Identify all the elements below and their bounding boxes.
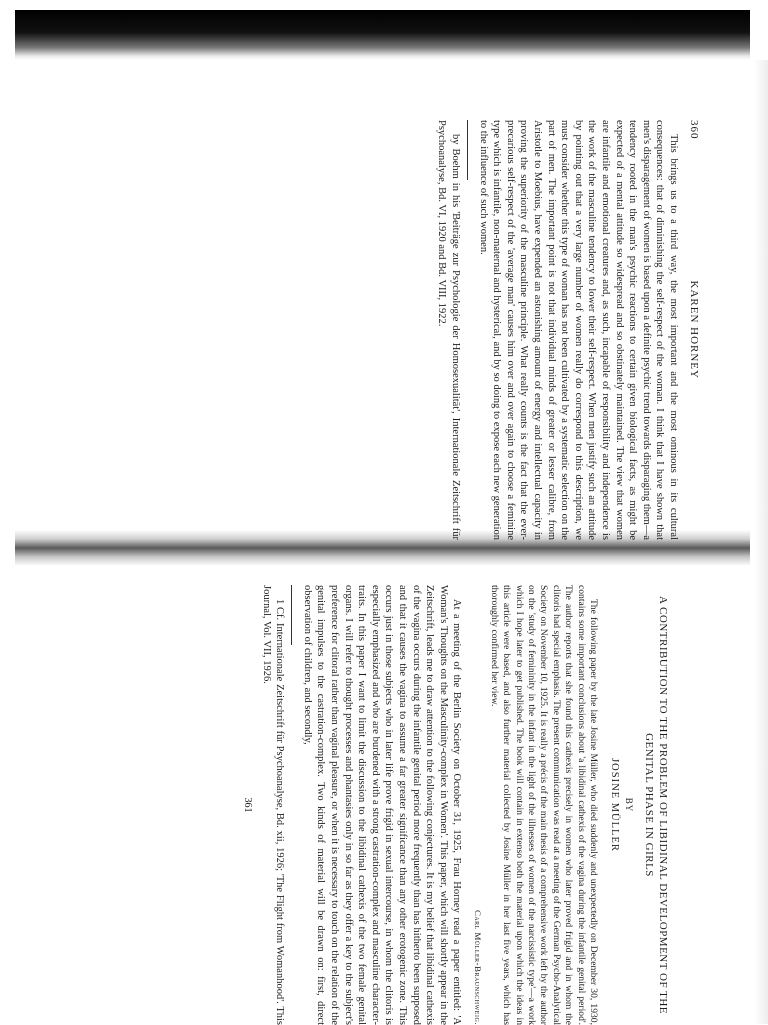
page-number: 360 <box>688 120 700 140</box>
footnote: by Boehm in his 'Beiträge zur Psychologie der Homosexualität', Internationale Zeitschrift für Psychoanalyse, Bd. VI, 1920 and Bd. VIII, 1922. <box>436 120 462 540</box>
running-head-author: KAREN HORNEY <box>688 280 700 379</box>
editor-signature: Carl Müller-Braunschweig. <box>473 909 484 1025</box>
footnote: 1 Cf. Internationale Zeitschrift für Psychoanalyse, Bd. xii, 1926; 'The Flight from Womanhood'. This Journal, Vol. VII, 1926. <box>260 585 286 1025</box>
article-body <box>300 585 463 1025</box>
body-paragraph: This brings us to a third way, the most important and the most ominous in its cultural consequences: that of diminishing the self-respect of the woman. I think that I have shown that men's disparagement of women is based upon a definite psychic trend towards disparaging them—a tendency rooted in the man's psychic reactions to certain given biological facts, as might be expected of a mental attitude so widespread and so obstinately maintained. The view that women are infantile and emotional creatures and, as such, incapable of responsibility and independence is the work of the masculine tendency to lower their self-respect. When men justify such an attitude by pointing out that a very large number of women really do correspond to this description, we must consider whether this type of woman has not been cultivated by a systematic selection on the part of men. The important point is not that individual minds of greater or lesser calibre, from Aristotle to Moebius, have expended an astonishing amount of energy and intellectual capacity in proving the superiority of the masculine principle. What really counts is the fact that the ever-precarious self-respect of the 'average man' causes him over and over again to choose a feminine type which is infantile, non-maternal and hysterical, and by so doing to expose each new generation to the influence of such women. <box>477 120 679 540</box>
byline-by: BY <box>624 797 634 813</box>
scanner-shadow-top <box>15 10 750 60</box>
editor-introduction <box>487 585 599 1025</box>
page-edge <box>754 60 768 1024</box>
body-paragraph: At a meeting of the Berlin Society on October 31, 1925, Frau Horney read a paper entitled: 'A Woman's Thoughts on the Masculinity-complex in Women'. This paper, which will shortly appear in the Zeitschrift, leads me to draw attention to the following conjectures. It is my belief that libidinal cathexis of the vagina occurs during the infantile genital period more frequently than has hitherto been supposed and that it causes the vagina to assume a far greater significance than any other erotogenic zone. This occurs just in those subjects who in later life prove frigid in sexual intercourse, in whom the clitoris is especially emphasized and who are burdened with a strong castration-complex and masculine character-traits. In this paper I want to limit the discussion to the libidinal cathexis of the two female genital organs. I will refer to thought processes and phantasies only in so far as they offer a key to the subject's preference for clitoral rather than vaginal pleasure, or when it is necessary to touch on the relation of the genital impulses to the castration-complex. Two kinds of material will be drawn on: first, direct observation of children, and secondly, <box>301 585 463 1025</box>
running-head <box>688 120 700 540</box>
page-361 <box>70 585 670 1025</box>
page-360 <box>305 120 700 540</box>
footnote-rule <box>467 120 468 180</box>
article-title: A CONTRIBUTION TO THE PROBLEM OF LIBIDINAL DEVELOPMENT OF THE GENITAL PHASE IN GIRLS <box>643 595 669 1015</box>
article-author: JOSINE MÜLLER <box>609 758 620 852</box>
footnote-rule <box>291 585 292 645</box>
intro-paragraph: The following paper by the late Josine Müller, who died suddenly and unexpectedly on December 30, 1930, contains some important conclusions about 'a libidinal cathexis of the vagina during the infantile genital period'. The author reports that she found this cathexis precisely in women who later proved frigid and in whom the clitoris had special emphasis. The present communication was read at a meeting of the German Psycho-Analytical Society on November 10, 1925. It is really a précis of the main thesis of a comprehensive work left by the author on the 'study of femininity in the infant in the light of the illnesses of women of the narcissistic type'—a work which I hope later to get published. The book will contain in extenso both the material upon which the ideas in this article were based, and also further material collected by Josine Müller in her last five years, which has thoroughly confirmed her view. <box>488 585 599 1025</box>
page-number: 361 <box>242 797 254 813</box>
